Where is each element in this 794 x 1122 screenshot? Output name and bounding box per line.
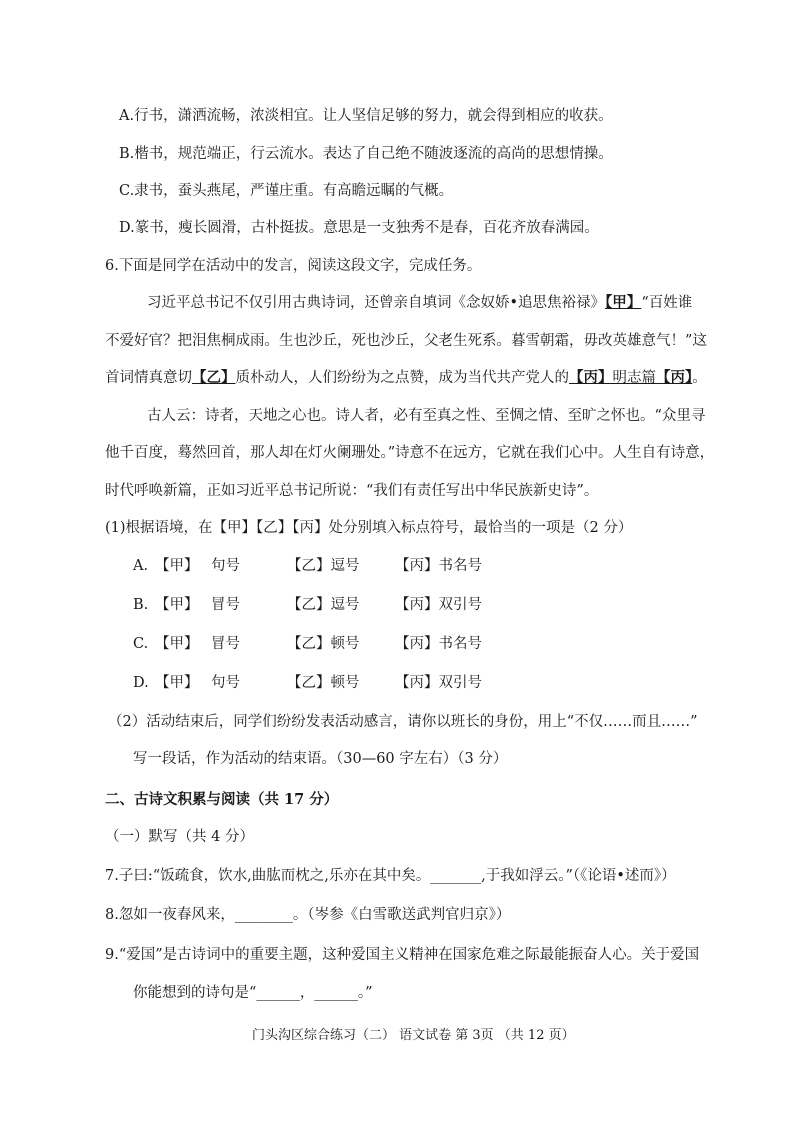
choice-letter: B.: [133, 597, 149, 613]
q6-stem: 6.下面是同学在活动中的发言，阅读这段文字，完成任务。: [105, 258, 482, 274]
q6-para1-line3: 首词情真意切【乙】质朴动人，人们纷纷为之点赞，成为当代共产党人的【丙】明志篇【丙】。: [105, 369, 707, 386]
q6-sub2-line2: 写一段话，作为活动的结束语。（30—60 字左右）（3 分）: [133, 751, 508, 767]
q5-option-d: D.篆书，瘦长圆滑，古朴挺拔。意思是一支独秀不是春，百花齐放春满园。: [119, 220, 599, 236]
choice-letter: A.: [133, 558, 149, 574]
choice-yi: 【乙】逗号: [287, 558, 360, 574]
blank-bing-1: 【丙】: [569, 369, 613, 386]
choice-bing: 【丙】双引号: [395, 597, 482, 613]
choice-yi: 【乙】顿号: [287, 636, 360, 652]
choice-jia: 【甲】: [155, 636, 199, 652]
choice-yi: 【乙】顿号: [287, 675, 360, 691]
choice-jia: 【甲】: [155, 675, 199, 691]
q6-para1-line1: 习近平总书记不仅引用古典诗词，还曾亲自填词《念奴娇•追思焦裕禄》【甲】“百姓谁: [147, 294, 693, 311]
blank-bing-2: 【丙】: [656, 369, 693, 386]
choice-bing: 【丙】书名号: [395, 558, 482, 574]
choice-letter: C.: [133, 636, 149, 652]
blank-yi: 【乙】: [192, 369, 236, 386]
blank-jia: 【甲】: [605, 294, 642, 311]
choice-letter: D.: [133, 675, 149, 691]
choice-bing: 【丙】双引号: [395, 675, 482, 691]
q6-para2-line2: 他千百度，蓦然回首，那人却在灯火阑珊处。”诗意不在远方，它就在我们心中。人生自有诗意，: [105, 445, 715, 461]
section2-subtitle: （一）默写（共 4 分）: [105, 829, 254, 845]
choice-jia-value: 冒号: [211, 597, 240, 613]
q6-sub2-line1: （2）活动结束后，同学们纷纷发表活动感言，请你以班长的身份，用上“不仅……而且……”: [108, 714, 698, 730]
choice-jia-value: 冒号: [211, 636, 240, 652]
choice-jia: 【甲】: [155, 558, 199, 574]
choice-yi: 【乙】逗号: [287, 597, 360, 613]
q6-para2-line1: 古人云：诗者，天地之心也。诗人者，必有至真之性、至惆之情、至旷之怀也。“众里寻: [147, 408, 706, 424]
q6-sub1: (1)根据语境，在【甲】【乙】【丙】处分别填入标点符号，最恰当的一项是（2 分）: [105, 520, 633, 536]
q5-option-a: A.行书，潇洒流畅，浓淡相宜。让人坚信足够的努力，就会得到相应的收获。: [119, 108, 613, 124]
choice-jia-value: 句号: [211, 675, 240, 691]
q5-option-c: C.隶书，蚕头燕尾，严谨庄重。有高瞻远瞩的气概。: [119, 183, 454, 199]
section2-title: 二、古诗文积累与阅读（共 17 分）: [105, 791, 339, 808]
q7: 7.子曰:“饭疏食，饮水,曲肱而枕之,乐亦在其中矣。_______,于我如浮云。”（《论语•述而》）: [105, 868, 676, 884]
q8: 8.忽如一夜春风来，________。（岑参《白雪歌送武判官归京》）: [105, 907, 511, 923]
page-footer: 门头沟区综合练习（二） 语文试卷 第 3页 （共 12 页）: [252, 1028, 575, 1043]
q5-option-b: B.楷书，规范端正，行云流水。表达了自己绝不随波逐流的高尚的思想情操。: [119, 146, 613, 162]
choice-jia-value: 句号: [211, 558, 240, 574]
q9-line1: 9.“爱国”是古诗词中的重要主题，这种爱国主义精神在国家危难之际最能振奋人心。关于爱国: [105, 947, 700, 963]
q6-para1-line2: 不爱好官？把泪焦桐成雨。生也沙丘，死也沙丘，父老生死系。暮雪朝霜，毋改英雄意气！”这: [105, 333, 707, 349]
q6-para2-line3: 时代呼唤新篇，正如习近平总书记所说：“我们有责任写出中华民族新史诗”。: [105, 483, 599, 499]
q9-line2: 你能想到的诗句是“______，______。”: [133, 985, 373, 1001]
choice-bing: 【丙】书名号: [395, 636, 482, 652]
choice-jia: 【甲】: [155, 597, 199, 613]
